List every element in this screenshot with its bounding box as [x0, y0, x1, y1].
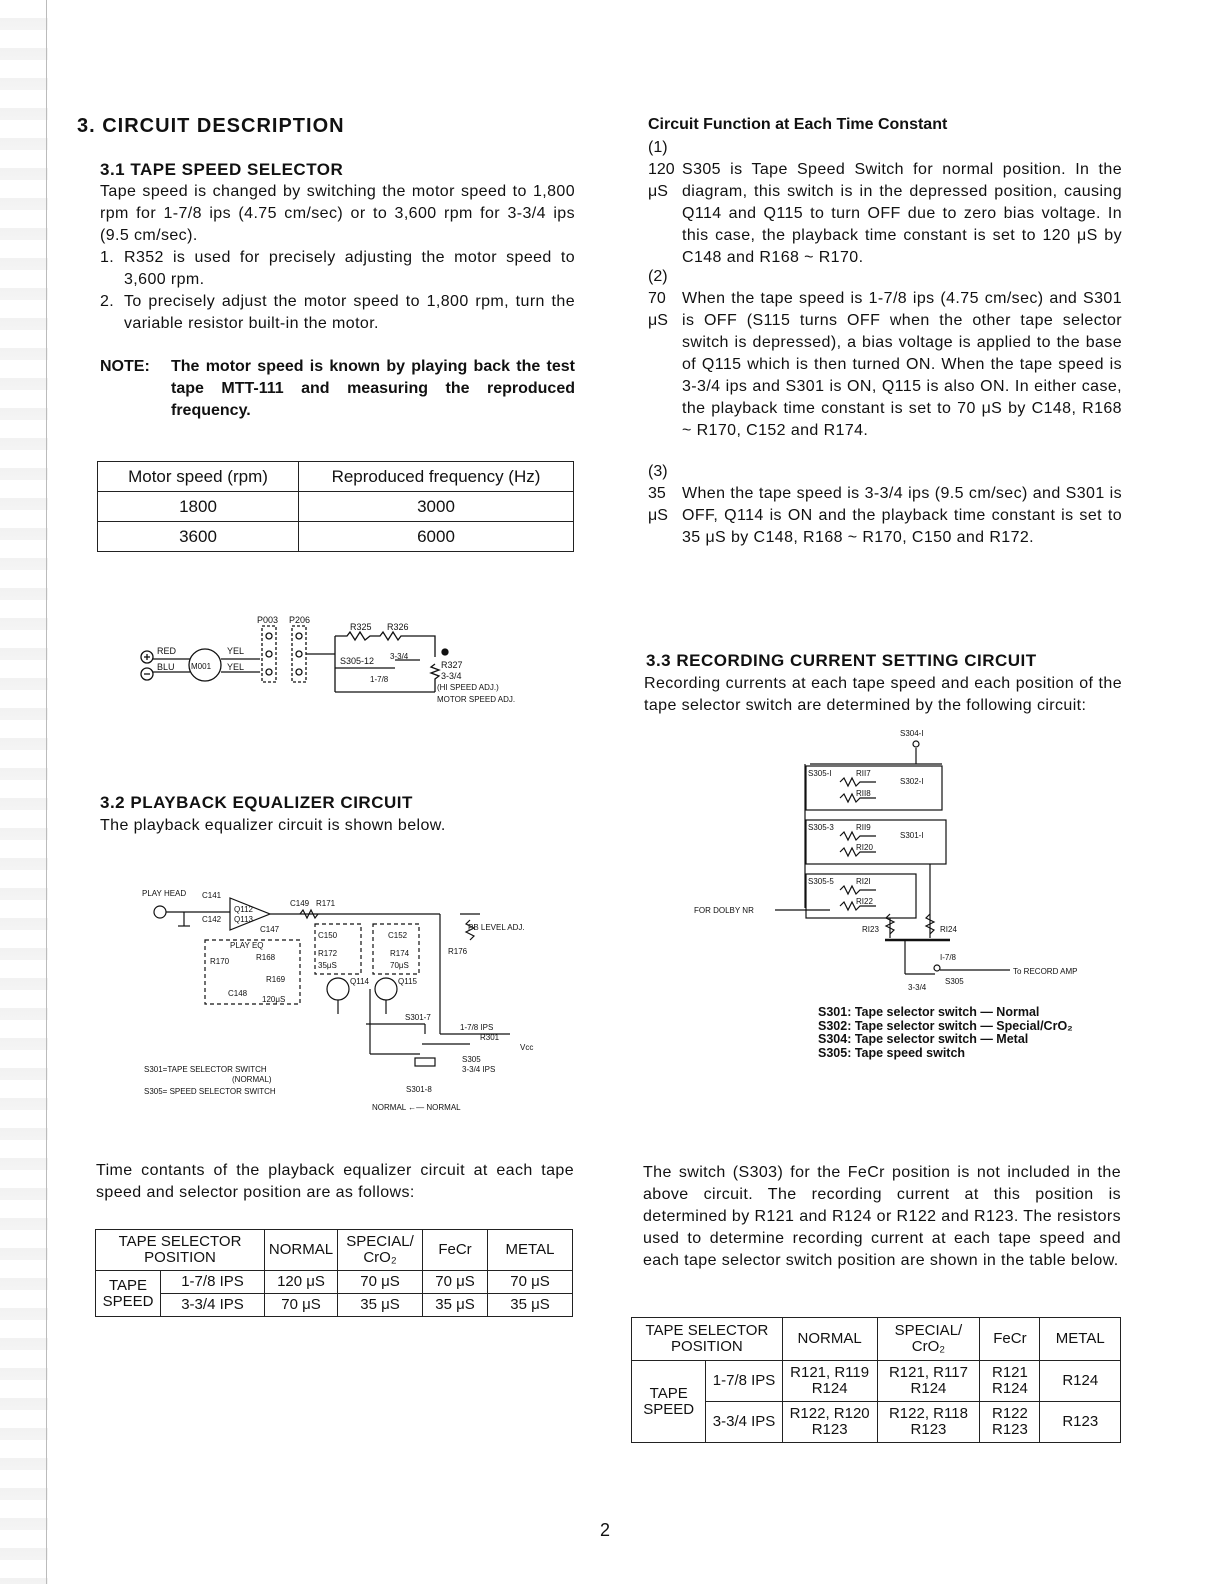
list-item: 1. R352 is used for precisely adjusting the motor speed to 3,600 rpm. [100, 249, 575, 288]
diagram-label: R327 [441, 660, 463, 670]
table-cell: 35 μS [423, 1294, 488, 1317]
table-cell: 3000 [299, 492, 574, 522]
diagram-label: C148 [228, 989, 248, 998]
diagram-label: PLAY HEAD [142, 889, 187, 898]
table-row [632, 1318, 1121, 1361]
table-cell: R122 R123 [980, 1402, 1040, 1443]
legend-line: S302: Tape selector switch — Special/CrO₂ [818, 1018, 1073, 1033]
subsection-3-3-title: 3.3 RECORDING CURRENT SETTING CIRCUIT [646, 651, 1037, 670]
table-cell: 35 μS [338, 1294, 423, 1317]
table-row [632, 1361, 1121, 1402]
table-row [96, 1230, 573, 1271]
diagram-label: P206 [289, 615, 311, 625]
section-title: 3. CIRCUIT DESCRIPTION [77, 115, 345, 137]
table-header: METAL [488, 1230, 573, 1271]
table-row [96, 1294, 573, 1317]
table-cell: 3-3/4 IPS [161, 1294, 265, 1317]
diagram-label: R325 [350, 622, 372, 632]
diagram-label: R174 [390, 949, 410, 958]
table-cell: 70 μS [488, 1271, 573, 1294]
note-block [100, 356, 575, 422]
table-header: Motor speed (rpm) [98, 462, 299, 492]
diagram-label: S305 [945, 977, 964, 986]
diagram-label: S301-7 [405, 1013, 431, 1022]
diagram-label: I-7/8 [940, 953, 957, 962]
note-label: NOTE: [100, 358, 150, 375]
diagram-label: FOR DOLBY NR [694, 906, 754, 915]
list-item: 2. To precisely adjust the motor speed to 1,800 rpm, turn the variable resistor built-in the motor. [100, 293, 575, 332]
diagram-label: PLAY EQ [230, 941, 264, 950]
recording-current-text: Recording currents at each tape speed and each position of the tape selector switch are determined by the following circuit: [644, 675, 1122, 714]
table-header: TAPE SELECTOR POSITION [96, 1230, 265, 1271]
table-cell: R122, R120 R123 [782, 1402, 877, 1443]
motor-speed-schematic [135, 612, 555, 712]
scan-edge-line [46, 0, 47, 1584]
time-constants-text: Time contants of the playback equalizer circuit at each tape speed and selector position are as follows: [96, 1162, 574, 1201]
table-cell: 3-3/4 IPS [706, 1402, 782, 1443]
motor-speed-table [97, 461, 574, 552]
table-header: Reproduced frequency (Hz) [299, 462, 574, 492]
table-cell: 120 μS [265, 1271, 338, 1294]
diagram-label: (HI SPEED ADJ.) [437, 683, 499, 692]
diagram-label: S301=TAPE SELECTOR SWITCH [144, 1065, 267, 1074]
diagram-label: S304-I [900, 729, 924, 738]
table-cell: 3600 [98, 522, 299, 552]
diagram-label: 35μS [318, 961, 337, 970]
adjust-list [100, 247, 575, 335]
diagram-label: 1-7/8 [370, 675, 389, 684]
recording-current-schematic [690, 728, 1110, 998]
diagram-label: RI2I [856, 877, 871, 886]
circuit-function-title: Circuit Function at Each Time Constant [648, 116, 948, 133]
table-row [98, 522, 574, 552]
diagram-label: MOTOR SPEED ADJ. [437, 695, 516, 704]
table-cell: 1-7/8 IPS [706, 1361, 782, 1402]
diagram-label: RII8 [856, 789, 871, 798]
table-cell: 70 μS [338, 1271, 423, 1294]
subsection-3-1-title: 3.1 TAPE SPEED SELECTOR [100, 160, 344, 179]
legend-line: S304: Tape selector switch — Metal [818, 1032, 1029, 1046]
diagram-label: P003 [257, 615, 279, 625]
diagram-label: 1-7/8 IPS [460, 1023, 494, 1032]
table-cell: 1800 [98, 492, 299, 522]
diagram-label: YEL [227, 646, 245, 656]
diagram-label: Q113 [234, 915, 253, 924]
diagram-label: RII7 [856, 769, 871, 778]
table-cell: 1-7/8 IPS [161, 1271, 265, 1294]
table-cell: 70 μS [265, 1294, 338, 1317]
table-cell: R124 [1040, 1361, 1121, 1402]
diagram-label: PB LEVEL ADJ. [468, 923, 525, 932]
table-row [98, 462, 574, 492]
diagram-label: C149 [290, 899, 310, 908]
diagram-label: BLU [157, 662, 175, 672]
table-header: TAPE SELECTOR POSITION [632, 1318, 783, 1361]
diagram-label: NORMAL ←— NORMAL [372, 1103, 461, 1112]
diagram-label: R171 [316, 899, 336, 908]
diagram-label: C147 [260, 925, 280, 934]
subsection-3-2-title: 3.2 PLAYBACK EQUALIZER CIRCUIT [100, 793, 413, 812]
diagram-label: RII9 [856, 823, 871, 832]
scan-edge [0, 0, 48, 1584]
diagram-label: C141 [202, 891, 222, 900]
playback-equalizer-schematic [140, 884, 560, 1114]
legend-line: S301: Tape selector switch — Normal [818, 1005, 1040, 1019]
diagram-label: R176 [448, 947, 468, 956]
diagram-label: RI23 [862, 925, 879, 934]
table-header: METAL [1040, 1318, 1121, 1361]
diagram-label: R326 [387, 622, 409, 632]
recording-resistor-table [631, 1317, 1121, 1443]
diagram-label: S305= SPEED SELECTOR SWITCH [144, 1087, 276, 1096]
diagram-label: S301-8 [406, 1085, 432, 1094]
diagram-label: R168 [256, 953, 276, 962]
diagram-label: S301-I [900, 831, 924, 840]
diagram-label: S305-5 [808, 877, 834, 886]
page-number: 2 [600, 1520, 611, 1540]
diagram-label: R172 [318, 949, 338, 958]
diagram-label: Q114 [350, 977, 369, 986]
table-header: SPECIAL/ CrO₂ [338, 1230, 423, 1271]
diagram-label: S302-I [900, 777, 924, 786]
table-header: NORMAL [782, 1318, 877, 1361]
diagram-label: 3-3/4 IPS [462, 1065, 496, 1074]
diagram-label: (NORMAL) [232, 1075, 272, 1084]
table-cell: R121, R119 R124 [782, 1361, 877, 1402]
diagram-label: S305 [462, 1055, 481, 1064]
table-row [98, 492, 574, 522]
diagram-label: RI22 [856, 897, 873, 906]
diagram-label: M001 [191, 662, 212, 671]
switch-legend [818, 1006, 1073, 1060]
diagram-label: S305-12 [340, 656, 375, 666]
playback-time-constant-table [95, 1229, 573, 1317]
diagram-label: 3-3/4 [390, 652, 409, 661]
diagram-label: R169 [266, 975, 286, 984]
table-row [96, 1271, 573, 1294]
playback-eq-text: The playback equalizer circuit is shown below. [100, 817, 446, 834]
diagram-label: 3-3/4 [441, 671, 462, 681]
diagram-label: R301 [480, 1033, 500, 1042]
diagram-label: C150 [318, 931, 338, 940]
table-cell: 6000 [299, 522, 574, 552]
diagram-label: C142 [202, 915, 222, 924]
legend-line: S305: Tape speed switch [818, 1045, 966, 1060]
diagram-label: Q112 [234, 905, 253, 914]
diagram-label: YEL [227, 662, 245, 672]
diagram-label: To RECORD AMP [1013, 967, 1078, 976]
note-text: The motor speed is known by playing back the test tape MTT-111 and measuring the reproduced frequency. [171, 358, 575, 419]
table-row-group: TAPE SPEED [632, 1361, 706, 1443]
diagram-label: Vcc [520, 1043, 534, 1052]
diagram-label: S305-3 [808, 823, 834, 832]
diagram-label: S305-I [808, 769, 832, 778]
table-header: FeCr [980, 1318, 1040, 1361]
table-cell: R122, R118 R123 [877, 1402, 980, 1443]
diagram-label: R170 [210, 957, 230, 966]
table-header: NORMAL [265, 1230, 338, 1271]
feCr-switch-text: The switch (S303) for the FeCr position is not included in the above circuit. The recording current at this position is determined by R121 and R124 or R122 and R123. The resistors used to determine recording current at each tape speed and each tape selector switch position are shown in the table below. [643, 1164, 1121, 1269]
diagram-label: 3-3/4 [908, 983, 927, 992]
table-cell: 35 μS [488, 1294, 573, 1317]
diagram-label: Q115 [398, 977, 417, 986]
diagram-label: RED [157, 646, 177, 656]
table-header: SPECIAL/ CrO₂ [877, 1318, 980, 1361]
table-cell: R121, R117 R124 [877, 1361, 980, 1402]
tape-speed-intro: Tape speed is changed by switching the motor speed to 1,800 rpm for 1-7/8 ips (4.75 cm/sec) or to 3,600 rpm for 3-3/4 ips (9.5 cm/sec). [100, 183, 575, 244]
table-row-group: TAPE SPEED [96, 1271, 161, 1317]
diagram-label: C152 [388, 931, 408, 940]
diagram-label: 120μS [262, 995, 286, 1004]
diagram-label: RI24 [940, 925, 957, 934]
diagram-label: RI20 [856, 843, 873, 852]
table-cell: R123 [1040, 1402, 1121, 1443]
table-header: FeCr [423, 1230, 488, 1271]
table-cell: R121 R124 [980, 1361, 1040, 1402]
table-cell: 70 μS [423, 1271, 488, 1294]
diagram-label: 70μS [390, 961, 409, 970]
